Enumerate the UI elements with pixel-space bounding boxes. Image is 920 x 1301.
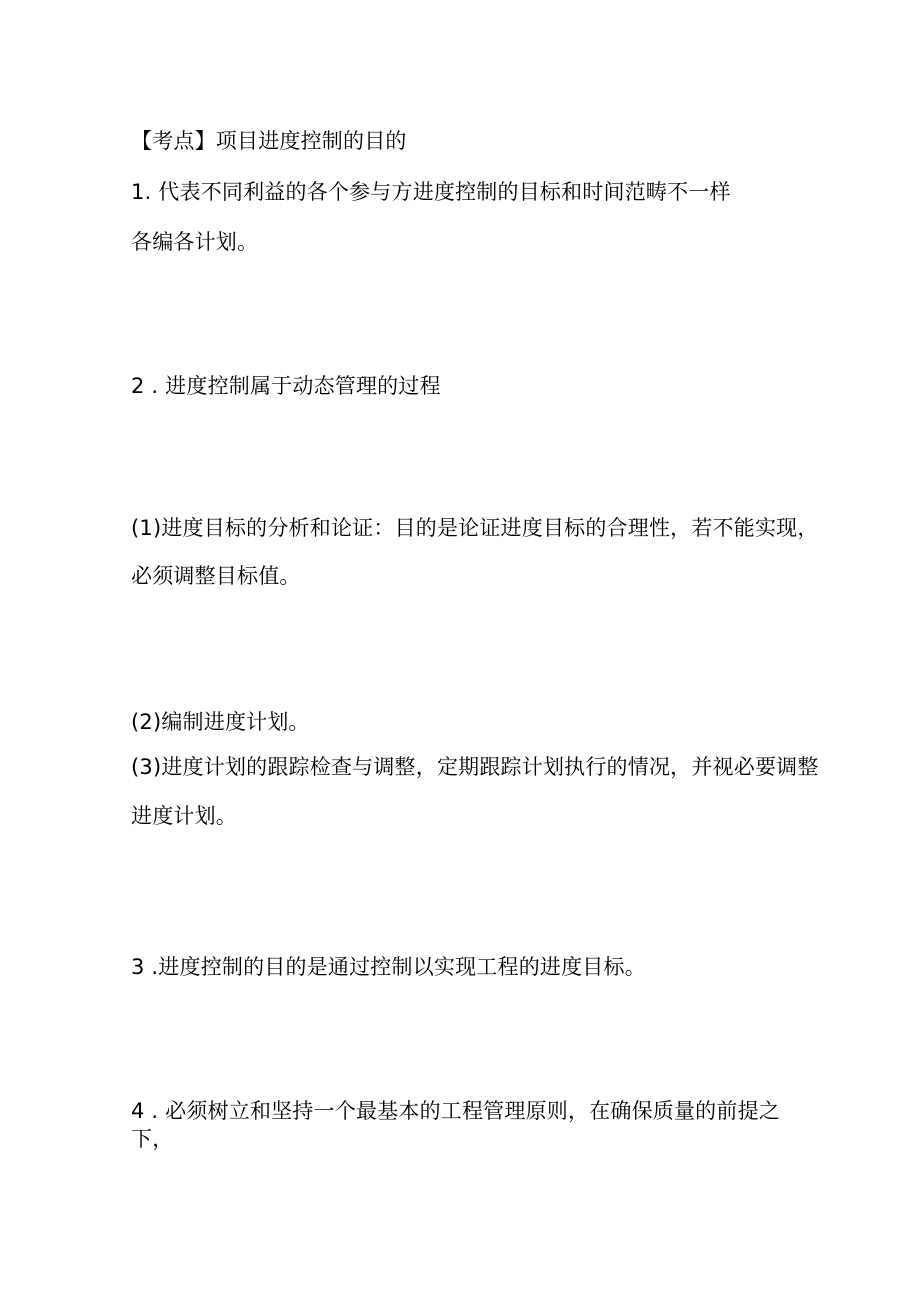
sub-item-1-line-1: (1)进度目标的分析和论证：目的是论证进度目标的合理性，若不能实现， xyxy=(131,516,819,540)
item-3: 3 .进度控制的目的是通过控制以实现工程的进度目标。 xyxy=(131,955,646,979)
sub-item-1-line-2: 必须调整目标值。 xyxy=(131,564,301,588)
section-heading: 【考点】项目进度控制的目的 xyxy=(131,129,407,153)
item-2: 2 . 进度控制属于动态管理的过程 xyxy=(131,374,441,398)
sub-item-3-line-2: 进度计划。 xyxy=(131,804,237,828)
item-4-line-2: 下， xyxy=(131,1127,174,1151)
item-1-line-1: 1. 代表不同利益的各个参与方进度控制的目标和时间范畴不一样 xyxy=(131,180,731,204)
item-4-line-1: 4 . 必须树立和坚持一个最基本的工程管理原则，在确保质量的前提之 xyxy=(131,1099,780,1123)
item-1-line-2: 各编各计划。 xyxy=(131,230,259,254)
sub-item-2: (2)编制进度计划。 xyxy=(131,710,310,734)
sub-item-3-line-1: (3)进度计划的跟踪检查与调整，定期跟踪计划执行的情况，并视必要调整 xyxy=(131,755,819,779)
